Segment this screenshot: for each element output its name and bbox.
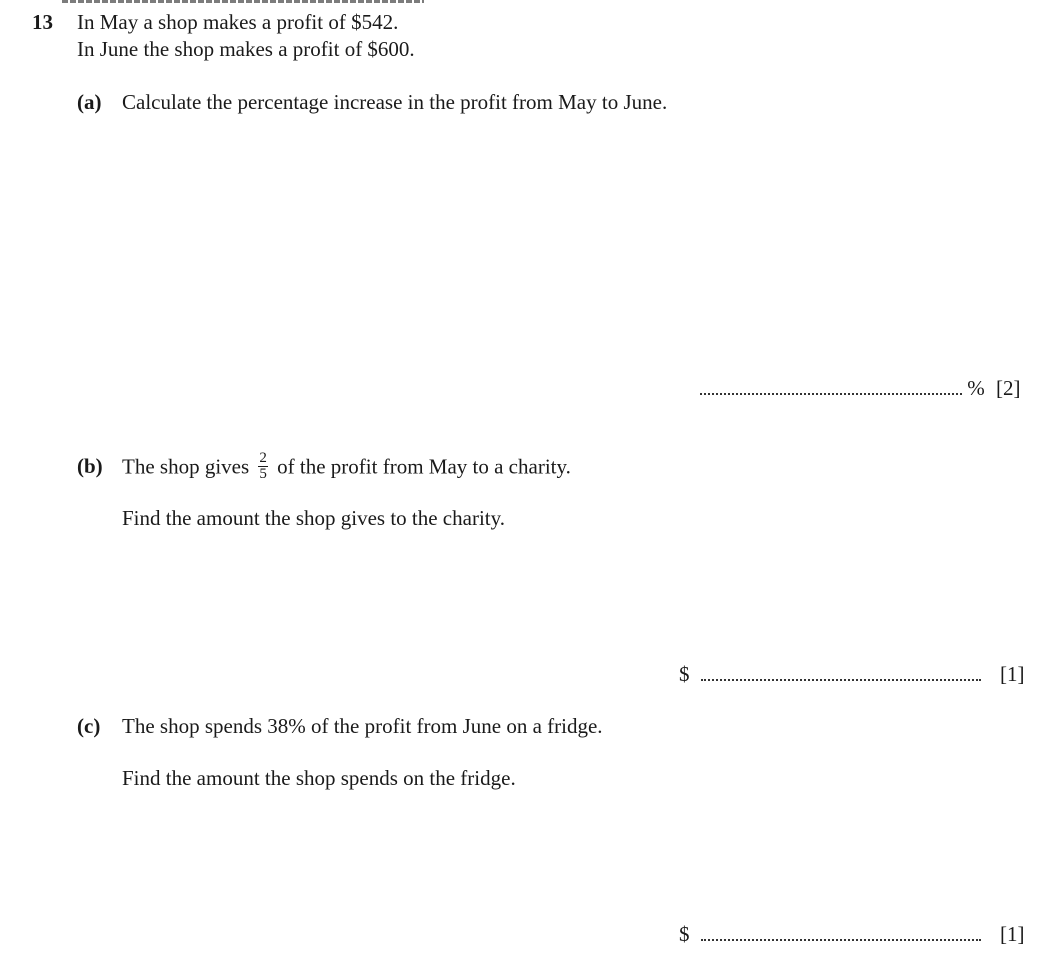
question-intro-line-1: In May a shop makes a profit of $542.: [77, 10, 399, 34]
fraction-denominator: 5: [259, 466, 267, 482]
part-c-currency: $: [679, 922, 690, 946]
part-c-answer-line: [679, 921, 1025, 947]
part-b-label: (b): [77, 454, 103, 478]
part-a-text: Calculate the percentage increase in the profit from May to June.: [122, 90, 668, 114]
part-b-answer-field[interactable]: [701, 661, 981, 681]
part-b-currency: $: [679, 662, 690, 686]
question-number: 13: [32, 10, 53, 34]
part-c-answer-field[interactable]: [701, 921, 981, 941]
part-a-answer-line: [700, 375, 1021, 401]
part-a-unit: %: [967, 376, 985, 400]
part-b-answer-line: [679, 661, 1025, 687]
part-c-instruction: Find the amount the shop spends on the fridge.: [122, 766, 516, 790]
page-top-border-marks: [62, 0, 424, 3]
part-b-instruction: Find the amount the shop gives to the charity.: [122, 506, 505, 530]
part-b-marks: [1]: [1000, 662, 1025, 686]
part-a-marks: [2]: [996, 376, 1021, 400]
part-a-answer-field[interactable]: [700, 375, 962, 395]
question-intro-line-2: In June the shop makes a profit of $600.: [77, 37, 415, 61]
part-b-text: [122, 450, 571, 484]
part-c-marks: [1]: [1000, 922, 1025, 946]
part-b-text-after: of the profit from May to a charity.: [277, 454, 571, 479]
part-b-text-before: The shop gives: [122, 454, 250, 479]
fraction-numerator: 2: [259, 450, 267, 466]
part-a-label: (a): [77, 90, 102, 114]
part-b-fraction: [258, 451, 268, 482]
part-c-label: (c): [77, 714, 101, 738]
part-c-text: The shop spends 38% of the profit from June on a fridge.: [122, 714, 603, 738]
